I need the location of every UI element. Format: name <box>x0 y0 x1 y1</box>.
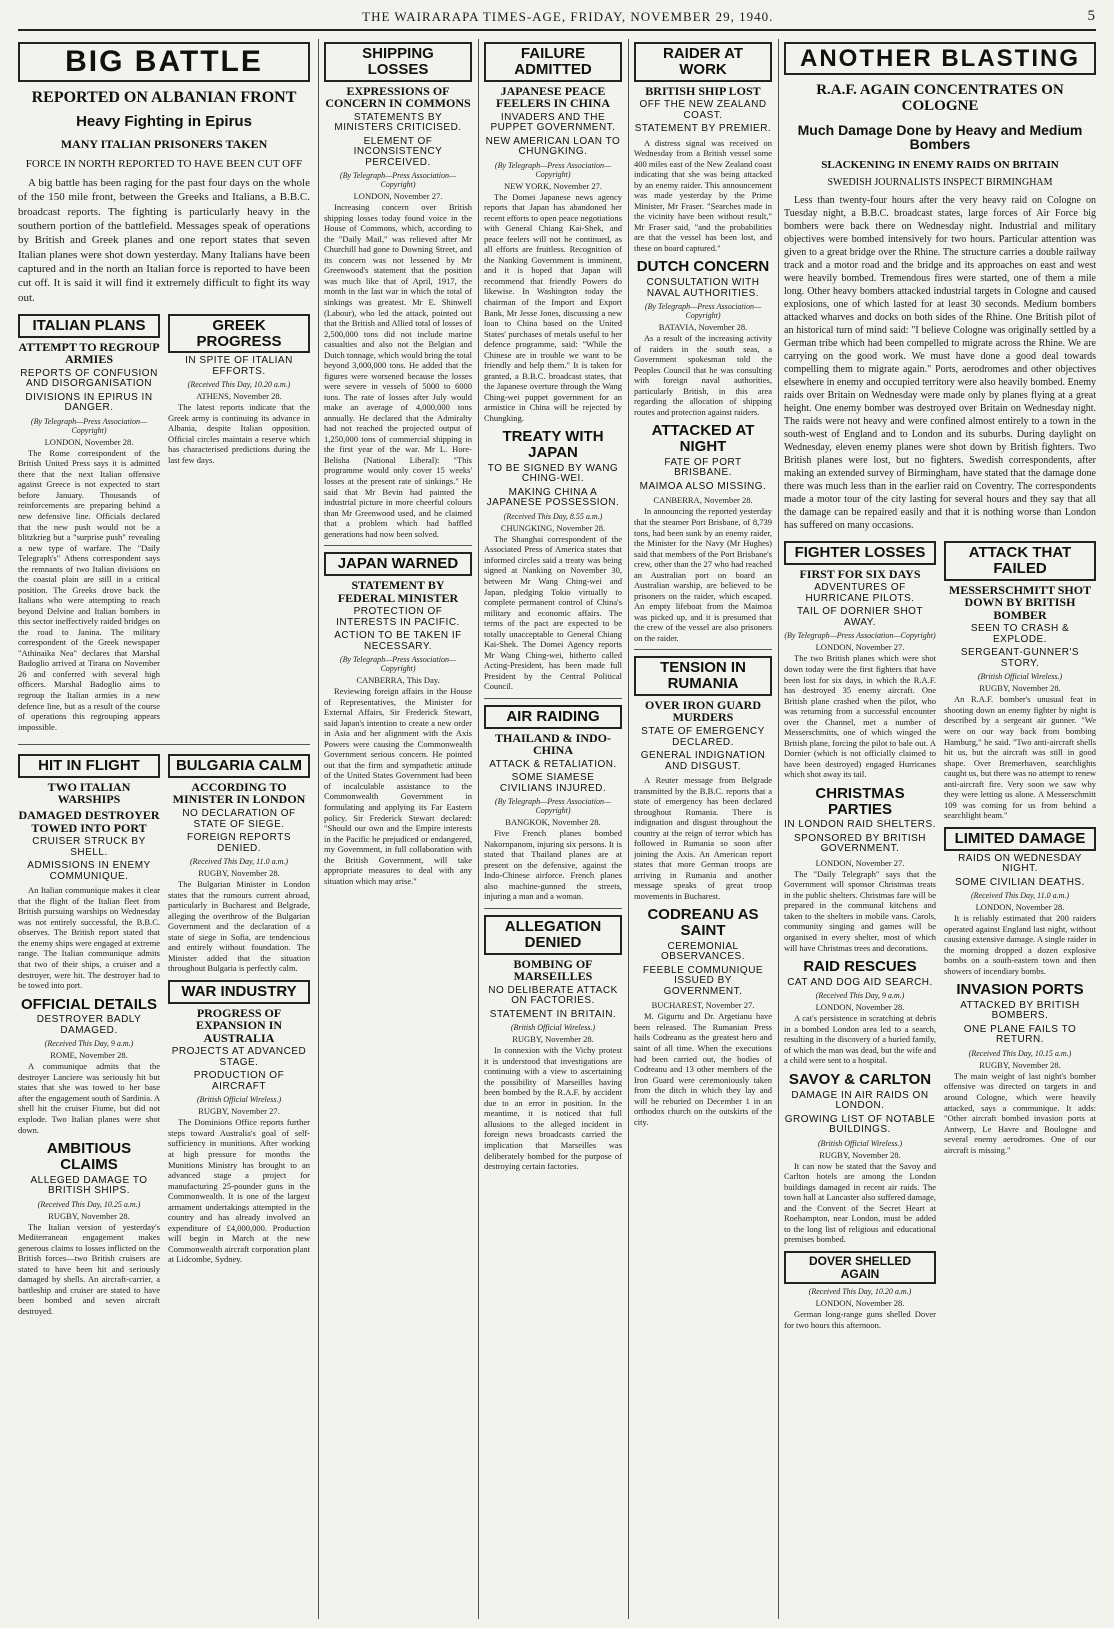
subheadline: NEW AMERICAN LOAN TO CHUNGKING. <box>485 135 621 158</box>
subheadline: ATTACKED BY BRITISH BOMBERS. <box>960 999 1080 1022</box>
left-subcolumns <box>18 311 310 738</box>
place: LONDON, November 27. <box>353 191 443 202</box>
place: LONDON, November 28. <box>815 1002 905 1013</box>
subheadline: FORCE IN NORTH REPORTED TO HAVE BEEN CUT OFF <box>25 157 303 170</box>
article-japan-warned <box>324 552 472 886</box>
article-body: The Rome correspondent of the British United Press says it is admitted there that the next Italian offensive against Greece is not expected to start before January. Thousands of reinforcements are preparing behind a new defensive line. Officials declared that the new push would not be a blitzkrieg but a "surprise push" revealing a new type of warfare. The "Daily Telegraph's" Athens correspondent says the remnants of two Italian divisions on the coastal plain are still in a critical position. The Greeks drove back the Italians who were attempting to reach beyond Delvine and Italian bombers in this sector ineffectively raided bridges on the road to Janina. The military correspondent of the Greek newspaper "Athinaika Nea" declares that Marshal Badoglio arrived at Tirana on November 26 and conferred with several high officers. Marshal Badoglio aims to regroup the Italian armies in a new defence line, but as a result of the course of operations this regrouping appears impossible. <box>18 447 160 732</box>
column-3 <box>484 39 622 1178</box>
subheadline: FIRST FOR SIX DAYS <box>799 566 921 581</box>
article-official-details <box>18 997 160 1135</box>
dateline: (Received This Day, 10.25 a.m.) <box>37 1199 141 1209</box>
dateline: (Received This Day, 9 a.m.) <box>44 1039 134 1049</box>
section-rule <box>634 649 772 650</box>
article-body: The "Daily Telegraph" says that the Government will sponsor Christmas treats in the public shelters. Christmas fare will be prepared in the communal kitchens and taken to the shelters in mobile vans. Carols, community singing and games will be organised in every shelter, most of which will have Christmas trees and decorations. <box>784 868 936 953</box>
dateline: (British Official Wireless.) <box>977 672 1063 682</box>
column-rule <box>778 39 779 1619</box>
headline: RAID RESCUES <box>803 958 917 976</box>
dateline: (By Telegraph—Press Association—Copyright) <box>494 160 612 179</box>
headline: FIGHTER LOSSES <box>784 541 936 565</box>
subheadline: R.A.F. AGAIN CONCENTRATES ON COLOGNE <box>816 82 1064 114</box>
article-big-battle <box>18 42 310 305</box>
subheadline: MAIMOA ALSO MISSING. <box>639 480 767 492</box>
headline: DUTCH CONCERN <box>636 258 770 276</box>
article-italian-plans <box>18 314 160 732</box>
subheadline: ATTEMPT TO REGROUP ARMIES <box>18 339 160 367</box>
subheadline: CONSULTATION WITH NAVAL AUTHORITIES. <box>646 277 760 299</box>
dateline: (By Telegraph—Press Association—Copyright) <box>644 302 762 321</box>
headline: ALLEGATION DENIED <box>484 915 622 955</box>
article-body: The Dominions Office reports further steps toward Australia's goal of self-sufficiency in munitions. After working at high pressure for months the Munitions Ministry has brought to an advanced stage a project for manufacturing 25-pounder guns in the Commonwealth. It is one of the largest armament undertakings attempted in the country and has already involved an expenditure of £4,000,000. Production will begin in March at the new Commonwealth aircraft corporation plant at Lidcombe, Sydney. <box>168 1117 310 1265</box>
subheadline: MAKING CHINA A JAPANESE POSSESSION. <box>486 486 620 509</box>
article-body: The Domei Japanese news agency reports that Japan has abandoned her recent efforts to open peace negotiations with General Chiang Kai-Shek, and peace feelers will not be continued, as all efforts are fruitless. Recognition of the Nanking Government is imminent, and it is hoped that Japan will recommend that friendly Powers do likewise. In Washington today the chairman of the Import and Export Bank, Mr Jesse Jones, discussing a new loan to China based on the United States' purchases of metals useful to her defence programme, said: "While the Chinese are in trouble we want to be friendly and help them." It is taken for granted, a B.B.C. broadcast states, that the Japanese overture through the Wang Ching-wei puppet government for an armistice in China will be rejected by Chungking. <box>484 191 622 423</box>
dateline: (British Official Wireless.) <box>196 1095 282 1105</box>
place: LONDON, November 27. <box>815 642 905 653</box>
subheadline: ADMISSIONS IN ENEMY COMMUNIQUE. <box>27 860 151 882</box>
article-body: Increasing concern over British shipping losses today found voice in the House of Commons, which, according to the "Daily Mail," was relieved after Mr Churchill had gone to Downing Street, and its concern was not lessened by Mr Greenwood's statement that the position was much like that of April, 1917, the month in the last war in which the total of sinkings was greatest. Mr E. Shinwell (Labour), who led the attack, pointed out that the British and Allied total of losses of 2,500,000 tons did not include marine casualties and also not the Belgian and Dutch tonnage, which would bring the total beyond 3,000,000 tons. He added that the figures were worsened because the losses were severe in vessels of 5000 to 6000 tons. The rate of losses after July would make an average of 4,000,000 tons annually. He declared that the Admiralty had not reached the projected output of 1,250,000 tons of commercial shipping in the first year of the war. Mr L. Hore-Belisha (National Liberal): "This programme would only cover 15 weeks' losses at the present rate of sinkings." He said that Mr Bevin had painted the industrial picture in more cheerful colours than Mr Greenwood used, and he claimed that a problem which had baffled generations had now been solved. <box>324 202 472 539</box>
place: BATAVIA, November 28. <box>658 322 748 333</box>
headline: LIMITED DAMAGE <box>944 827 1096 851</box>
headline: AIR RAIDING <box>484 705 622 729</box>
article-invasion-ports <box>944 982 1096 1155</box>
subheadline: OVER IRON GUARD MURDERS <box>644 697 761 725</box>
place: LONDON, November 28. <box>975 902 1065 913</box>
subheadline: TWO ITALIAN WARSHIPS <box>47 779 131 807</box>
subheadline: THAILAND & INDO-CHINA <box>494 730 611 758</box>
article-body: It can now be stated that the Savoy and Carlton hotels are among the London buildings damaged in recent air raids. The town hall at Lancaster also suffered damage, and the Convent of the Secret Heart at Roehampton, near London, must be added to the long list of religious and educational premises bombed. <box>784 1160 936 1245</box>
place: RUGBY, November 28. <box>198 868 280 879</box>
subheadline: GROWING LIST OF NOTABLE BUILDINGS. <box>784 1113 936 1136</box>
place: CANBERRA, This Day. <box>356 675 440 686</box>
subheadline: RAIDS ON WEDNESDAY NIGHT. <box>958 852 1082 875</box>
subheadline: TAIL OF DORNIER SHOT AWAY. <box>796 606 924 628</box>
article-body: German long-range guns shelled Dover for two hours this afternoon. <box>784 1309 936 1330</box>
column-4 <box>634 39 772 1133</box>
section-rule <box>18 744 310 745</box>
headline: HIT IN FLIGHT <box>18 754 160 778</box>
subheadline: STATEMENT BY FEDERAL MINISTER <box>337 577 459 605</box>
place: RUGBY, November 28. <box>512 1034 594 1045</box>
subheadline: DIVISIONS IN EPIRUS IN DANGER. <box>25 391 153 414</box>
columns-grid <box>18 31 1096 1621</box>
place: BANGKOK, November 28. <box>505 817 601 828</box>
headline: ATTACK THAT FAILED <box>944 541 1096 581</box>
place: BUCHAREST, November 27. <box>651 1000 755 1011</box>
article-hit-in-flight <box>18 754 160 990</box>
headline: GREEK PROGRESS <box>168 314 310 354</box>
subheadline: DESTROYER BADLY DAMAGED. <box>36 1014 142 1036</box>
article-ambitious-claims <box>18 1141 160 1316</box>
subheadline: Heavy Fighting in Epirus <box>76 113 252 131</box>
subheadline: FEEBLE COMMUNIQUE ISSUED BY GOVERNMENT. <box>642 964 764 997</box>
headline: ATTACKED AT NIGHT <box>651 422 755 456</box>
dateline: (British Official Wireless.) <box>510 1023 596 1033</box>
headline: TENSION IN RUMANIA <box>634 656 772 696</box>
article-raider-at-work <box>634 42 772 253</box>
headline: ITALIAN PLANS <box>18 314 160 338</box>
article-fighter-losses <box>784 541 936 780</box>
subheadline: Much Damage Done by Heavy and Medium Bombers <box>797 121 1083 153</box>
dateline: (By Telegraph—Press Association—Copyright) <box>494 797 612 816</box>
article-treaty-with-japan <box>484 429 622 691</box>
headline: AMBITIOUS CLAIMS <box>46 1140 132 1173</box>
subheadline: BRITISH SHIP LOST <box>645 83 761 98</box>
subheadline: FOREIGN REPORTS DENIED. <box>187 832 291 854</box>
place: CANBERRA, November 28. <box>653 495 753 506</box>
subheadline: NO DECLARATION OF STATE OF SIEGE. <box>182 808 296 830</box>
column-rule <box>478 39 479 1619</box>
column-rule <box>318 39 319 1619</box>
article-body: Reviewing foreign affairs in the House of Representatives, the Minister for External Affairs, Sir Frederick Stewart, said Japan's intention to create a new order in Asia and her alignment with the Axis Powers were causing the Commonwealth Government serious concern. He pointed out that the firm and sympathetic attitude of the United States Government had been of incalculable assistance to the Commonwealth Government in formulating and applying its Far Eastern policy. Sir Frederick Stewart declared: "Should our own and the Empire interests in the Pacific be prejudiced or endangered, my Government, in full collaboration with the British Government, will take appropriate measures to deal with any situation which may arise." <box>324 686 472 886</box>
article-body: The latest reports indicate that the Greek army is continuing its advance in Albania, despite Italian opposition. Official circles maintain a reserve which has characterised predictions during the last few days. <box>168 402 310 466</box>
subheadline: BOMBING OF MARSEILLES <box>513 956 593 984</box>
headline: WAR INDUSTRY <box>168 980 310 1004</box>
article-limited-damage <box>944 827 1096 976</box>
subheadline: MESSERSCHMITT SHOT DOWN BY BRITISH BOMBER <box>948 582 1092 622</box>
article-dover-shelled <box>784 1251 936 1330</box>
subheadline: JAPANESE PEACE FEELERS IN CHINA <box>495 83 611 111</box>
subheadline: INVADERS AND THE PUPPET GOVERNMENT. <box>490 111 616 134</box>
article-body: Less than twenty-four hours after the very heavy raid on Cologne on Tuesday night, a B.B.C. broadcast states, large forces of Air Force big bombers were back there on Wednesday night. Industrial and military objectives were bombed intensively for two hours. Particular attention was given to a great bridge over the Rhine. The structure carries a double railway track and a motor road and the bridge and its approaches on east and west were heavily bombed. Tremendous fires were started, one of them a mile long. Other heavy bombers attacked industrial targets in Cologne and caused explosions, one of which lasted for at least 30 seconds. Medium bombers attacked wharves and docks on both sides of the Rhine. One British pilot of an historical turn of mind said: "I believe Cologne was originally settled by a German tribe which had been compelled to migrate across the Rhine. We are carrying on the good work. We must have done a good deal towards compelling them to migrate again." Ports, aerodromes and other objectives elsewhere in enemy and occupied territory were also heavily bombed. Enemy raids over Britain on Wednesday were made only by planes flying at a great height. One enemy bomber was destroyed over Britain on Wednesday night. The raids were not heavy and were confined almost entirely to a town in the south-west of England and to London and its suburbs. During daylight on Wednesday, eleven enemy planes were shot down by British fighters. Two British planes were lost, but no fighters. Swedish correspondents, after making an extended survey of Birmingham, have stated that the damage done there was much less than in the earlier raid on Coventry. The correspondents made a motor tour of the city lasting for several hours and they say that all the damage can be repaired easily and that it is nothing worse than London has suffered on many occasions. <box>784 195 1096 532</box>
headline: INVASION PORTS <box>956 981 1084 999</box>
subheadline: ONE PLANE FAILS TO RETURN. <box>963 1023 1077 1046</box>
article-allegation-denied <box>484 915 622 1172</box>
headline: BIG BATTLE <box>18 42 310 82</box>
headline: TREATY WITH JAPAN <box>502 428 604 462</box>
subheadline: ALLEGED DAMAGE TO BRITISH SHIPS. <box>30 1174 148 1197</box>
subheadline: PROTECTION OF INTERESTS IN PACIFIC. <box>336 606 460 628</box>
article-body: An R.A.F. bomber's unusual feat in shooting down an enemy fighter by night is described by a sergeant air gunner. "We were on our way back from bombing Hamburg," he said. "Two anti-aircraft shells hit us, but the aircraft was still in good shape. Over Bremerhaven, searchlights caught us, but there was no attempt to renew anti-aircraft fire. Very soon we saw why they were letting us alone. A Messerschmitt 109 was coming for us from behind a searchlight beam." <box>944 694 1096 821</box>
place: LONDON, November 28. <box>44 436 134 447</box>
dateline: (British Official Wireless.) <box>817 1138 903 1148</box>
headline: SHIPPING LOSSES <box>324 42 472 82</box>
article-attack-that-failed <box>944 541 1096 821</box>
article-body: It is reliably estimated that 200 raiders operated against England last night, without causing extensive damage. A single raider in the morning dropped a dozen explosive bombs on a south-eastern town and then showers of incendiary bombs. <box>944 913 1096 976</box>
headline: OFFICIAL DETAILS <box>20 995 158 1013</box>
subheadline: REPORTED ON ALBANIAN FRONT <box>31 88 297 106</box>
subheadline: STATE OF EMERGENCY DECLARED. <box>641 726 765 748</box>
article-another-blasting <box>784 42 1096 532</box>
dateline: (By Telegraph—Press Association—Copyright) <box>339 171 457 190</box>
place: LONDON, November 27. <box>815 857 905 868</box>
article-body: In connexion with the Vichy protest it is understood that investigations are continuing with a view to ascertaining the possibility of Marseilles having been bombed by the R.A.F. by accident due to an error in position. In the meantime, it is noticed that full allusions to the alleged incident in foreign news broadcasts carried the implication that Marseilles was deliberately bombed for the purpose of destroying certain factories. <box>484 1045 622 1172</box>
subheadline: IN LONDON RAID SHELTERS. <box>784 819 936 831</box>
article-codreanu <box>634 907 772 1127</box>
subheadline: TO BE SIGNED BY WANG CHING-WEI. <box>487 462 619 485</box>
headline: CHRISTMAS PARTIES <box>815 784 905 818</box>
article-body: The Italian version of yesterday's Mediterranean engagement makes generous claims to losses inflicted on the British forces—two British cruisers are stated to have been hit and seriously damaged by shells. An aircraft-carrier, a battleship and cruiser are stated to have been bombed and seven aircraft destroyed. <box>18 1221 160 1316</box>
subheadline: DAMAGE IN AIR RAIDS ON LONDON. <box>791 1089 929 1112</box>
section-rule <box>484 698 622 699</box>
right-column <box>784 39 1096 1336</box>
dateline: (By Telegraph—Press Association—Copyright) <box>339 655 457 674</box>
place: RUGBY, November 28. <box>979 1059 1061 1070</box>
subheadline: PRODUCTION OF AIRCRAFT <box>193 1070 285 1092</box>
subheadline: NO DELIBERATE ATTACK ON FACTORIES. <box>488 984 618 1007</box>
subheadline: DAMAGED DESTROYER TOWED INTO PORT <box>18 808 160 835</box>
headline: SAVOY & CARLTON <box>788 1070 932 1088</box>
subheadline: STATEMENT IN BRITAIN. <box>489 1008 617 1020</box>
place: RUGBY, November 28. <box>819 1149 901 1160</box>
dateline: (Received This Day, 11.0 a.m.) <box>970 891 1070 901</box>
article-savoy-carlton <box>784 1072 936 1245</box>
place: ATHENS, November 28. <box>196 391 282 402</box>
subheadline: IN SPITE OF ITALIAN EFFORTS. <box>185 355 293 377</box>
article-body: A Reuter message from Belgrade transmitted by the B.B.C. reports that a state of emergency has been declared throughout Rumania. There is indignation and disgust throughout the country at the reign of terror which has followed in Rumania so soon after joining the Axis. An American report states that more German troops are arriving in Rumania and another message speaks of great troop movements in Bucharest. <box>634 775 772 901</box>
subheadline: EXPRESSIONS OF CONCERN IN COMMONS <box>325 83 471 111</box>
dateline: (Received This Day, 10.20 a.m.) <box>187 380 291 390</box>
dateline: (Received This Day, 10.15 a.m.) <box>968 1048 1072 1058</box>
left-column <box>18 39 310 1322</box>
subheadline: GENERAL INDIGNATION AND DISGUST. <box>640 750 766 772</box>
article-body: In announcing the reported yesterday that the steamer Port Brisbane, of 8,739 tons, had been sunk by an enemy raider, the Minister for the Navy (Mr Hughes) said that members of the Port Brisbane's crew, other than the 27 who had reached an Australian port on board an Australian warship, are believed to be prisoners on the raider, which escaped. An empty lifeboat from the Maimoa was picked up, and it is presumed that the crew of the vessel are also prisoners on the raider. <box>634 506 772 643</box>
place: RUGBY, November 27. <box>198 1106 280 1117</box>
headline: RAIDER AT WORK <box>634 42 772 82</box>
masthead <box>18 8 1096 31</box>
place: NEW YORK, November 27. <box>504 180 602 191</box>
dateline: (Received This Day, 8.55 a.m.) <box>503 511 603 521</box>
place: ROME, November 28. <box>50 1050 128 1061</box>
subheadline: SERGEANT-GUNNER'S STORY. <box>960 647 1080 669</box>
subheadline: OFF THE NEW ZEALAND COAST. <box>639 99 767 121</box>
subheadline: ACCORDING TO MINISTER IN LONDON <box>172 779 306 807</box>
section-rule <box>484 908 622 909</box>
left-lower-subcolumns <box>18 751 310 1322</box>
article-body: The Bulgarian Minister in London states that the rumours current abroad, particularly in Bucharest and Belgrade, alleging the overthrow of the Bulgarian Government and the declaration of a state of siege in Sofia, are tendencious and entirely without foundation. The Minister added that the situation throughout Bulgaria is perfectly calm. <box>168 879 310 974</box>
dateline: (Received This Day, 10.20 a.m.) <box>808 1287 912 1297</box>
column-rule <box>628 39 629 1619</box>
right-subcolumns <box>784 538 1096 1336</box>
headline: CODREANU AS SAINT <box>647 906 759 940</box>
subheadline: SWEDISH JOURNALISTS INSPECT BIRMINGHAM <box>827 176 1053 188</box>
headline: ANOTHER BLASTING <box>784 42 1096 75</box>
subheadline: CAT AND DOG AID SEARCH. <box>787 976 933 988</box>
subheadline: ACTION TO BE TAKEN IF NECESSARY. <box>334 630 462 652</box>
headline: DOVER SHELLED AGAIN <box>784 1251 936 1284</box>
article-attacked-at-night <box>634 423 772 643</box>
subheadline: PROGRESS OF EXPANSION IN AUSTRALIA <box>195 1005 283 1045</box>
dateline: (Received This Day, 9 a.m.) <box>815 991 905 1001</box>
subheadline: ATTACK & RETALIATION. <box>489 758 617 770</box>
column-2 <box>324 39 472 892</box>
subheadline: STATEMENTS BY MINISTERS CRITICISED. <box>334 111 462 134</box>
dateline: (By Telegraph—Press Association—Copyright) <box>784 631 936 641</box>
article-body: Five French planes bombed Nakornpanom, injuring six persons. It is stated that Thailand planes are at present on the defensive, against the Indo-Chinese airforce. French planes also machine-gunned the streets, injuring a man and a woman. <box>484 828 622 902</box>
subheadline: PROJECTS AT ADVANCED STAGE. <box>171 1046 307 1068</box>
article-tension-rumania <box>634 656 772 901</box>
subheadline: SEEN TO CRASH & EXPLODE. <box>970 623 1070 645</box>
article-greek-progress <box>168 314 310 466</box>
place: CHUNGKING, November 28. <box>500 522 606 533</box>
subheadline: STATEMENT BY PREMIER. <box>634 123 772 135</box>
subheadline: FATE OF PORT BRISBANE. <box>664 456 742 479</box>
headline: BULGARIA CALM <box>168 754 310 778</box>
page-number: 5 <box>1087 8 1096 24</box>
article-body: A communique admits that the destroyer Lanciere was seriously hit but states that she was towed to her base after the engagement south of Sardinia. A shell hit the cruiser Fiume, but did not explode. Two Italian planes were shot down. <box>18 1061 160 1135</box>
article-body: A big battle has been raging for the past four days on the whole of the 150 mile front, between the Greeks and Italians, a B.B.C. broadcast reports. The fighting is particularly heavy in the southern portion of the battlefield. Messages speak of operations by British and Greek planes and one report states that seven Italian planes were shot down yesterday. Many Italians have been captured and in the north an Italian force is reported to have been cut off. It is said it will find it extremely difficult to fight its way out. <box>18 177 310 304</box>
article-christmas-parties <box>784 786 936 953</box>
masthead-title: THE WAIRARAPA TIMES-AGE, FRIDAY, NOVEMBER 29, 1940. <box>362 9 774 24</box>
place: RUGBY, November 28. <box>979 683 1061 694</box>
article-shipping-losses <box>324 42 472 539</box>
article-dutch-concern <box>634 259 772 417</box>
subheadline: CEREMONIAL OBSERVANCES. <box>661 940 745 963</box>
dateline: (By Telegraph—Press Association—Copyright) <box>30 416 148 435</box>
subheadline: SLACKENING IN ENEMY RAIDS ON BRITAIN <box>821 159 1059 172</box>
subheadline: REPORTS OF CONFUSION AND DISORGANISATION <box>20 367 158 390</box>
subheadline: SPONSORED BY BRITISH GOVERNMENT. <box>793 832 927 855</box>
subheadline: SOME CIVILIAN DEATHS. <box>955 876 1085 888</box>
subheadline: CRUISER STRUCK BY SHELL. <box>32 836 146 858</box>
article-bulgaria-calm <box>168 754 310 974</box>
article-war-industry <box>168 980 310 1265</box>
article-body: The Shanghai correspondent of the Associated Press of America states that informed circles said a treaty was being signed at Nanking on November 30, between Mr Wang Ching-wei and Japan, pledging Tokio virtually to complete permanent control of China's military and economic affairs. The terms of the pact are expected to be totally unacceptable to General Chiang Kai-Shek. The Domei Agency reports Mr Wang Ching-wei, hitherto called Acting-President, has been made full President by the Central Political Council. <box>484 533 622 692</box>
headline: JAPAN WARNED <box>324 552 472 576</box>
article-body: An Italian communique makes it clear that the flight of the Italian fleet from British pursuing warships on Wednesday was not entirely successful, the B.B.C. observes. The British report stated that the enemy ships were engaged at extreme range. The Italian communique admits that two of their ships, a cruiser and a destroyer, were hit. The destroyer had to be towed into port. <box>18 885 160 991</box>
place: RUGBY, November 28. <box>48 1210 130 1221</box>
subheadline: ELEMENT OF INCONSISTENCY PERCEIVED. <box>353 135 443 168</box>
place: LONDON, November 28. <box>815 1298 905 1309</box>
headline: FAILURE ADMITTED <box>484 42 622 82</box>
article-body: M. Gigurtu and Dr. Argetianu have been released. The Rumanian Press hails Codreanu as the greatest hero and saint of all time. When the executions had been carried out, the bodies of Codreanu and 13 other members of the Iron Guard were ceremoniously taken from the ditch in which they lay and will be reburied on December 1 in an orthodox church on the outskirts of the city. <box>634 1011 772 1127</box>
subheadline: ADVENTURES OF HURRICANE PILOTS. <box>805 582 915 604</box>
section-rule <box>324 545 472 546</box>
article-air-raiding <box>484 705 622 902</box>
article-raid-rescues <box>784 959 936 1066</box>
article-body: The main weight of last night's bomber offensive was directed on targets in and around Cologne, which were heavily attacked, says a communique. It adds: "Other aircraft bombed invasion ports at Antwerp, Le Havre and Boulogne and several enemy aerodromes. One of our aircraft is missing." <box>944 1070 1096 1155</box>
subheadline: SOME SIAMESE CIVILIANS INJURED. <box>499 772 607 794</box>
subheadline: MANY ITALIAN PRISONERS TAKEN <box>60 137 268 152</box>
article-body: A cat's persistence in scratching at debris in a bombed London area led to a search, resulting in the discovery of a buried family, of which the man was dead, but the wife and a child were sent to a hospital. <box>784 1013 937 1066</box>
article-body: As a result of the increasing activity of raiders in the south seas, a Government spokesman told the Peoples Council that he was consulting with foreign naval authorities, particularly British, in this area regarding the allocation of shipping routes and protection against raiders. <box>634 333 772 417</box>
dateline: (Received This Day, 11.0 a.m.) <box>189 857 289 867</box>
article-body: A distress signal was received on Wednesday from a British vessel some 400 miles east of the New Zealand coast indicating that she was being attacked by an enemy raider. This announcement was made yesterday by the Prime Minister, Mr Fraser. "Searches made in the vicinity have been without result," Mr Fraser said, "and the probabilities are that the vessel has been lost, and these on board captured." <box>634 137 772 253</box>
article-body: The two British planes which were shot down today were the first fighters that have been lost for six days, in which the R.A.F. has destroyed 35 enemy aircraft. One British plane crashed when the pilot, who was returning from a successful encounter over the Channel, met a number of Messerschmitts, one of which winged the British plane, forcing the pilot to bale out. A Dornier (which is not officially claimed to have been destroyed) engaged Hurricanes which shot away its tail. <box>784 653 936 780</box>
article-failure-admitted <box>484 42 622 423</box>
